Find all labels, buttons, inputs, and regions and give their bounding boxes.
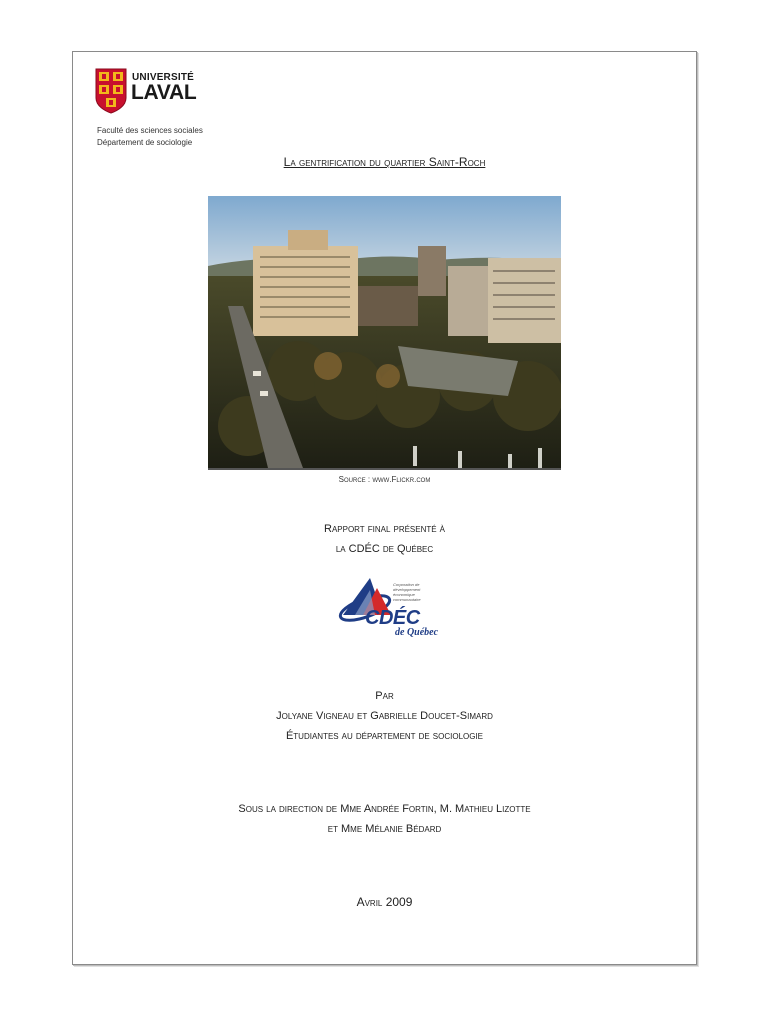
saint-roch-cityscape-image xyxy=(208,196,561,468)
universite-laval-logo xyxy=(95,68,195,116)
document-title: La gentrification du quartier Saint-Roch xyxy=(283,155,486,169)
report-line-1: Rapport final présenté à xyxy=(324,523,445,535)
authors-role: Étudiantes au département de sociologie xyxy=(285,730,484,742)
supervision-block xyxy=(73,799,696,839)
cover-photo xyxy=(208,196,561,470)
faculty-name: Faculté des sciences sociales xyxy=(97,126,203,135)
cdec-city: de Québec xyxy=(395,627,439,638)
university-name-line2: LAVAL xyxy=(131,81,197,104)
department-name: Département de sociologie xyxy=(97,138,193,147)
supervision-line-2: et Mme Mélanie Bédard xyxy=(327,823,442,835)
cdec-logo xyxy=(335,570,445,642)
document-page xyxy=(72,51,697,965)
cdec-wordmark: CDÉC xyxy=(365,607,420,629)
report-line-2: la CDÉC de Québec xyxy=(335,543,434,555)
faculty-block xyxy=(97,125,203,149)
authors-block xyxy=(73,686,696,746)
cdec-tagline: Corporation de développement économique communautaire xyxy=(393,582,421,602)
author-names: Jolyane Vigneau et Gabrielle Doucet-Simard xyxy=(276,710,493,722)
document-date: Avril 2009 xyxy=(356,895,413,909)
photo-caption: Source : www.Flickr.com xyxy=(338,475,431,484)
report-block xyxy=(73,519,696,559)
supervision-line-1: Sous la direction de Mme Andrée Fortin, M. Mathieu Lizotte xyxy=(238,803,531,815)
laval-shield-icon xyxy=(95,68,127,114)
university-name-line1: UNIVERSITÉ xyxy=(132,72,195,83)
by-label: Par xyxy=(375,690,394,702)
